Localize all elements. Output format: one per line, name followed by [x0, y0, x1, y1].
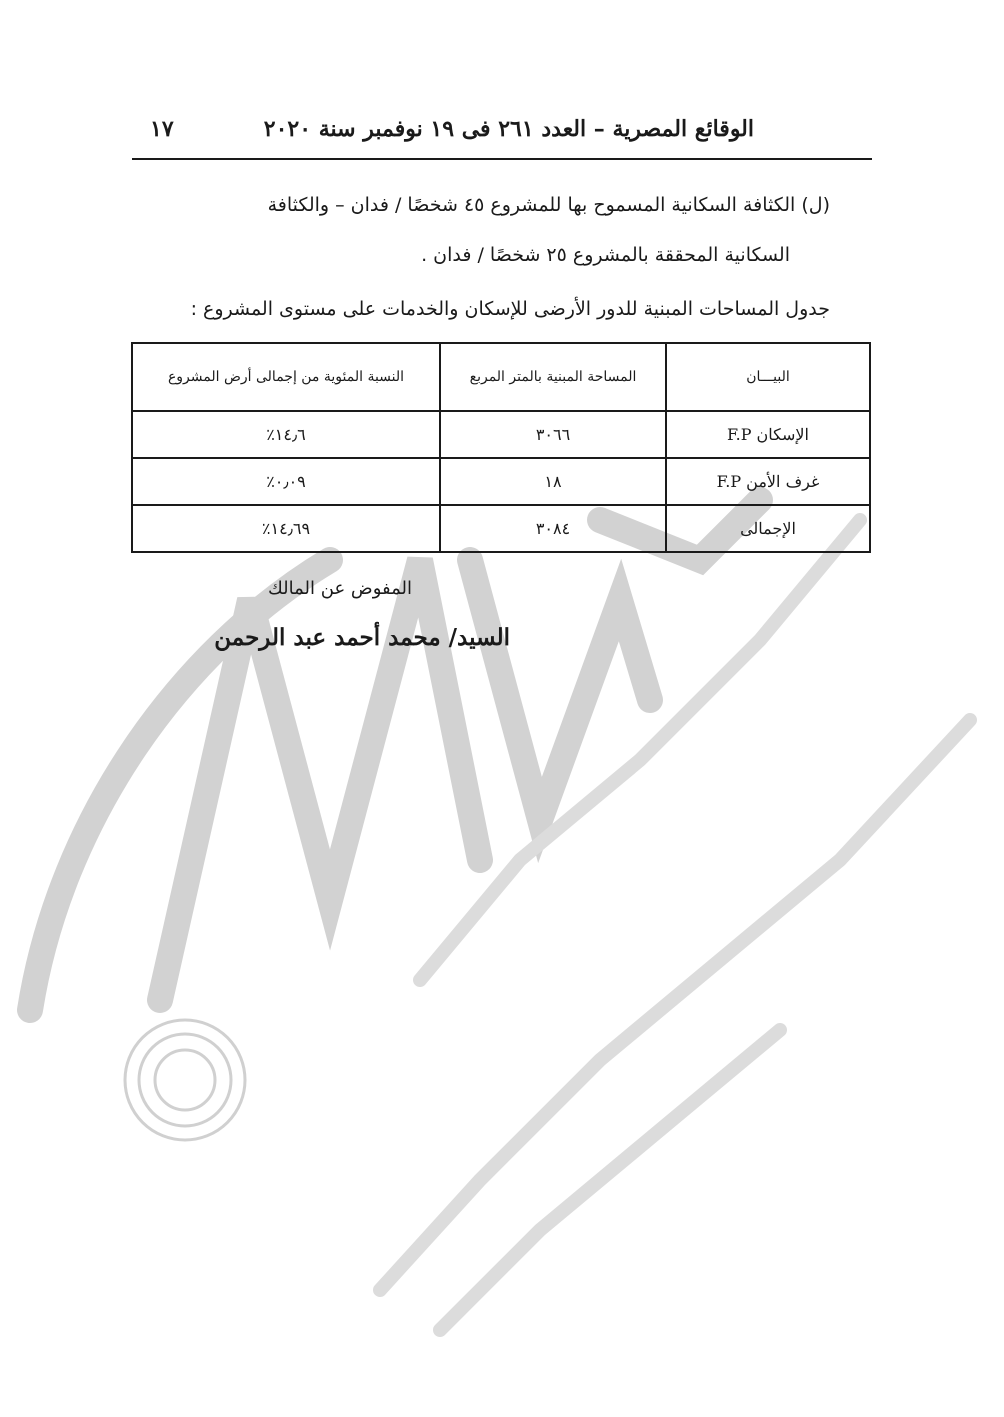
- row-label: الإجمالى: [666, 505, 870, 552]
- row-percent: ٠٫٠٩٪: [132, 458, 440, 505]
- density-line-2: السكانية المحققة بالمشروع ٢٥ شخصًا / فدان .: [421, 244, 790, 266]
- table-row: [132, 505, 870, 552]
- header-area: المساحة المبنية بالمتر المربع: [440, 343, 666, 411]
- built-areas-table: [131, 342, 871, 553]
- row-area: ٣٠٨٤: [440, 505, 666, 552]
- row-percent: ١٤٫٦٩٪: [132, 505, 440, 552]
- gazette-title: الوقائع المصرية – العدد ٢٦١ فى ١٩ نوفمبر سنة ٢٠٢٠: [263, 116, 754, 142]
- row-area: ١٨: [440, 458, 666, 505]
- header-item: البيـــان: [666, 343, 870, 411]
- row-label: غرف الأمن F.P: [666, 458, 870, 505]
- page-header: [132, 112, 872, 160]
- row-area: ٣٠٦٦: [440, 411, 666, 458]
- density-line-1: (ل) الكثافة السكانية المسموح بها للمشروع ٤٥ شخصًا / فدان – والكثافة: [267, 194, 830, 216]
- signer-title: المفوض عن المالك: [268, 578, 412, 599]
- row-label: الإسكان F.P: [666, 411, 870, 458]
- row-percent: ١٤٫٦٪: [132, 411, 440, 458]
- header-percent: النسبة المئوية من إجمالى أرض المشروع: [132, 343, 440, 411]
- signer-name: السيد/ محمد أحمد عبد الرحمن: [214, 624, 510, 651]
- table-header-row: [132, 343, 870, 411]
- table-row: [132, 458, 870, 505]
- table-row: [132, 411, 870, 458]
- table-caption: جدول المساحات المبنية للدور الأرضى للإسكان والخدمات على مستوى المشروع :: [190, 298, 830, 320]
- page-number: ١٧: [150, 116, 174, 142]
